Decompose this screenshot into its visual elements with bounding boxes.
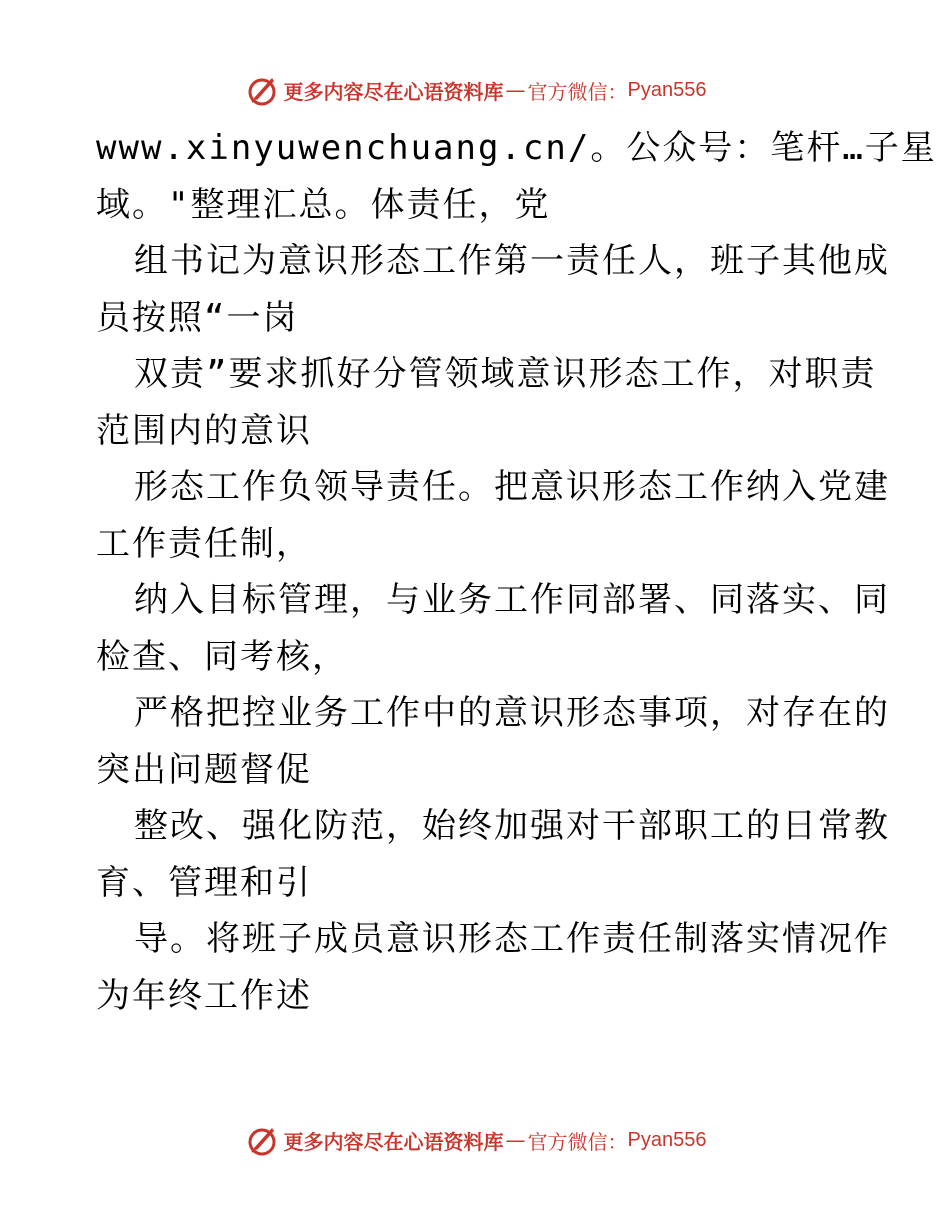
quill-logo-icon [244,1122,280,1158]
text-line: 育、管理和引 [96,862,312,903]
text-line: 形态工作负领导责任。把意识形态工作纳入党建 [134,467,890,507]
footer-banner [0,1120,950,1160]
text-line: 纳入目标管理，与业务工作同部署、同落实、同 [134,580,890,620]
banner-main-text: 更多内容尽在心语资料库 [283,79,504,104]
text-line: 为年终工作述 [96,975,312,1016]
text-line: 员按照“一岗 [96,297,299,338]
text-line: 组书记为意识形态工作第一责任人，班子其他成 [134,241,890,281]
banner-sub-text: 官方微信： [527,79,628,104]
document-body [96,120,937,1024]
text-line: 整改、强化防范，始终加强对干部职工的日常教 [134,806,890,846]
text-line: www.xinyuwenchuang.cn/。公众号：笔杆…子星 [96,128,937,168]
banner-main-text: 更多内容尽在心语资料库 [283,1129,504,1154]
banner-sub-text: 官方微信： [527,1129,628,1154]
text-line: 检查、同考核， [96,636,348,677]
banner-dash: — [505,1128,526,1152]
banner-dash: — [505,78,526,102]
text-line: 导。将班子成员意识形态工作责任制落实情况作 [134,919,890,959]
text-line: 突出问题督促 [96,749,312,790]
text-line: 域。"整理汇总。体责任，党 [96,184,551,225]
banner-handle: Pyan556 [627,78,707,101]
banner-handle: Pyan556 [627,1128,707,1151]
text-line: 双责”要求抓好分管领域意识形态工作，对职责 [134,354,877,394]
header-banner [0,70,950,110]
text-line: 范围内的意识 [96,410,312,451]
text-line: 严格把控业务工作中的意识形态事项，对存在的 [134,693,890,733]
quill-logo-icon [244,72,280,108]
text-line: 工作责任制， [96,523,312,564]
